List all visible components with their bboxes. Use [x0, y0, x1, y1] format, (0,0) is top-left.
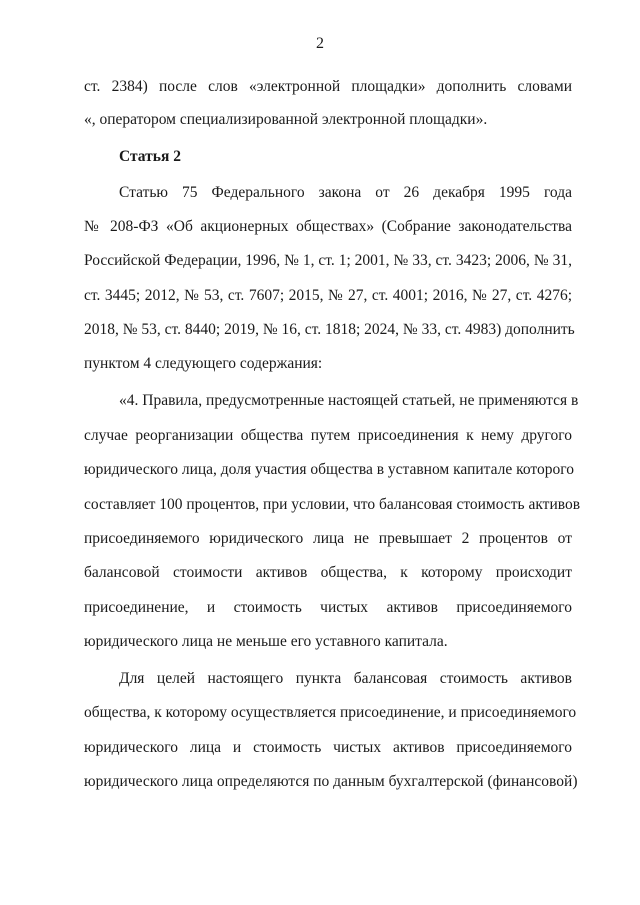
- text-line: юридического лица не меньше его уставного капитала.: [84, 633, 448, 650]
- text-line: общества, к которому осуществляется присоединение, и присоединяемого: [84, 704, 577, 721]
- text-line: юридического лица и стоимость чистых активов присоединяемого: [84, 739, 572, 756]
- text-line: юридического лица определяются по данным бухгалтерской (финансовой): [84, 773, 578, 790]
- article-heading: Статья 2: [119, 148, 181, 165]
- text-line: Российской Федерации, 1996, № 1, ст. 1; 2001, № 33, ст. 3423; 2006, № 31,: [84, 252, 572, 269]
- text-line: пунктом 4 следующего содержания:: [84, 355, 323, 372]
- text-line: «4. Правила, предусмотренные настоящей статьей, не применяются в: [119, 392, 579, 409]
- text-line: Для целей настоящего пункта балансовая стоимость активов: [119, 670, 572, 687]
- text-line: присоединение, и стоимость чистых активов присоединяемого: [84, 599, 572, 616]
- text-line: ст. 3445; 2012, № 53, ст. 7607; 2015, № 27, ст. 4001; 2016, № 27, ст. 4276;: [84, 287, 572, 304]
- text-line: ст. 2384) после слов «электронной площадки» дополнить словами: [84, 78, 572, 95]
- text-line: № 208-ФЗ «Об акционерных обществах» (Собрание законодательства: [84, 218, 572, 235]
- text-line: составляет 100 процентов, при условии, что балансовая стоимость активов: [84, 496, 581, 513]
- text-line: присоединяемого юридического лица не превышает 2 процентов от: [84, 530, 572, 547]
- text-line: «, оператором специализированной электронной площадки».: [84, 111, 488, 128]
- text-line: Статью 75 Федерального закона от 26 декабря 1995 года: [119, 184, 572, 201]
- text-line: балансовой стоимости активов общества, к которому происходит: [84, 564, 572, 581]
- text-line: юридического лица, доля участия общества в уставном капитале которого: [84, 461, 574, 478]
- text-line: случае реорганизации общества путем присоединения к нему другого: [84, 427, 572, 444]
- text-line: 2018, № 53, ст. 8440; 2019, № 16, ст. 1818; 2024, № 33, ст. 4983) дополнить: [84, 321, 575, 338]
- page-number: 2: [316, 35, 324, 52]
